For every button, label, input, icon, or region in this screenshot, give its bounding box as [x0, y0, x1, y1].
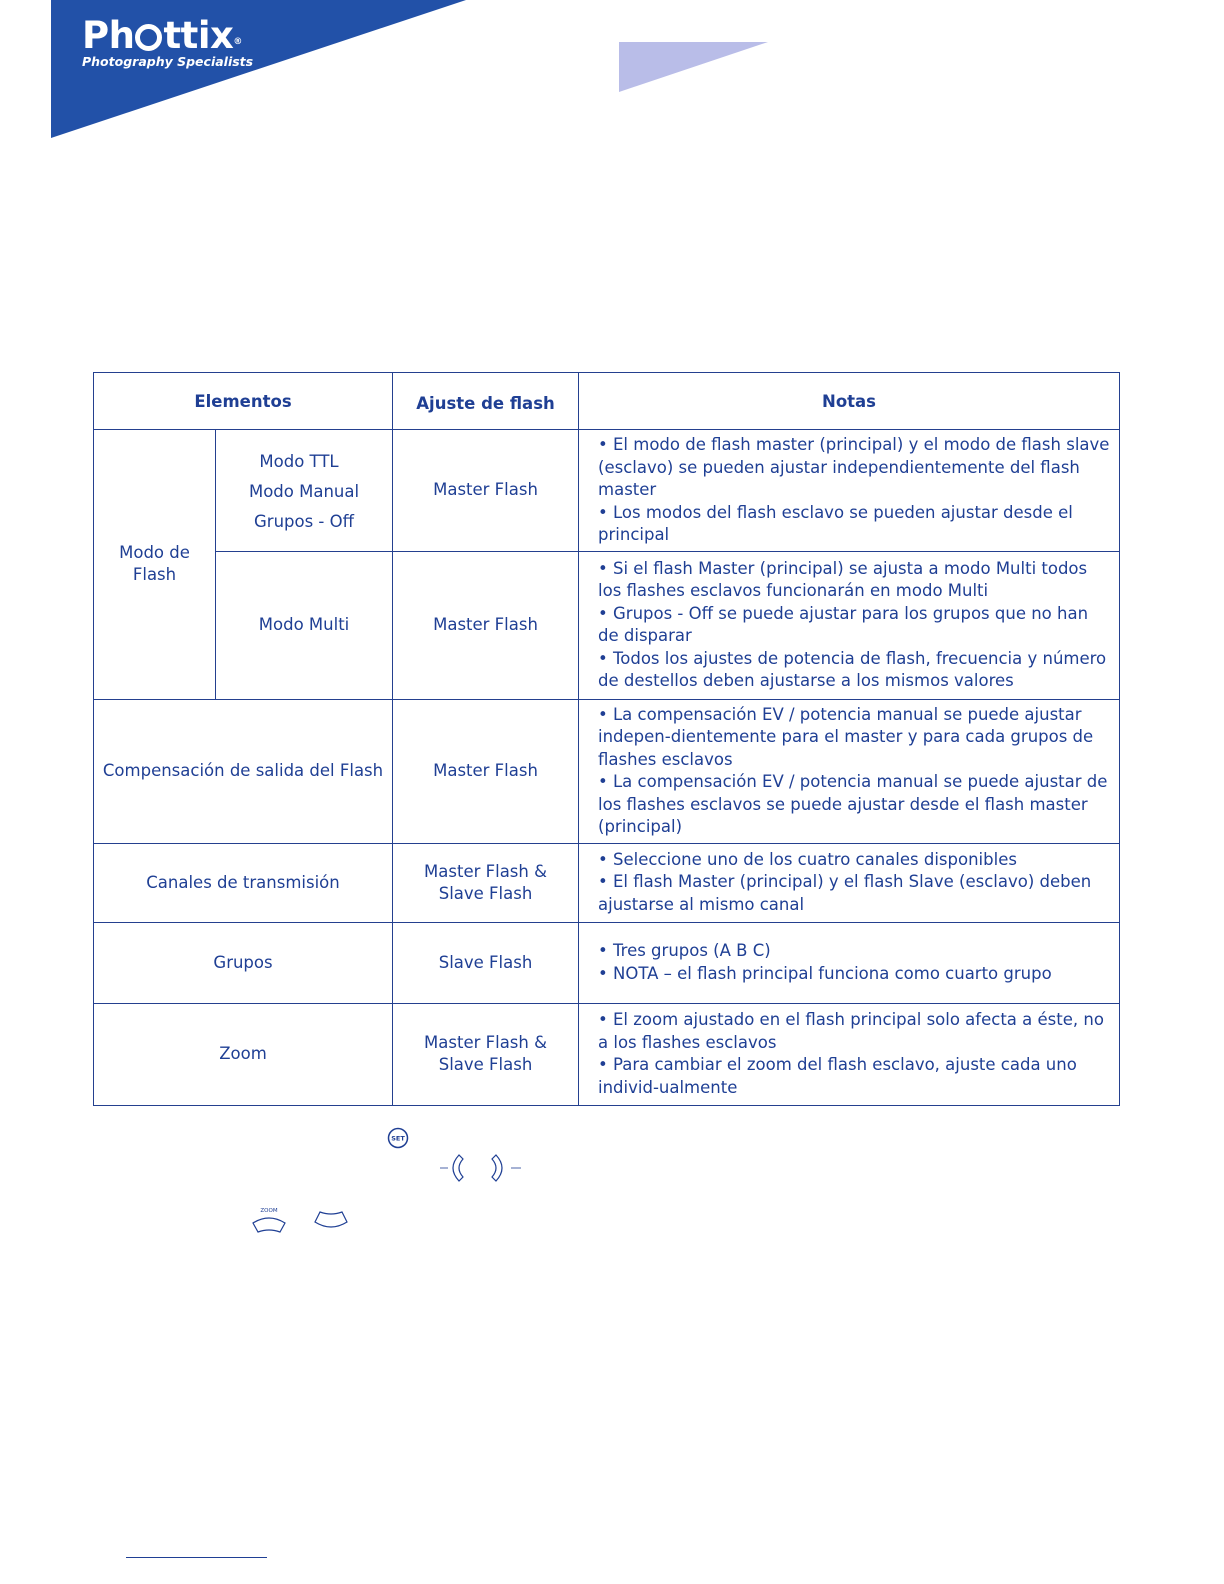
- note-line: • La compensación EV / potencia manual se puede ajustar indepen-dientemente para el master y para cada grupos de flashes esclavos: [598, 704, 1094, 769]
- note-line: • Tres grupos (A B C): [598, 941, 771, 960]
- note-line: • Todos los ajustes de potencia de flash, frecuencia y número de destellos deben ajustarse a los mismos valores: [598, 648, 1107, 690]
- set-button-icon: [387, 1127, 409, 1149]
- table-row: [94, 922, 1120, 1003]
- brand-name-suffix: ttix: [163, 14, 234, 57]
- notes-cell: [579, 699, 1120, 843]
- note-line: • Seleccione uno de los cuatro canales disponibles: [598, 849, 1017, 869]
- notes-cell: [579, 922, 1120, 1003]
- setting-cell: Slave Flash: [393, 922, 579, 1003]
- dial-left-icon: [437, 1152, 469, 1184]
- note-line: • Si el flash Master (principal) se ajusta a modo Multi todos los flashes esclavos funcionarán en modo Multi: [598, 558, 1088, 600]
- zoom-button-icon: [250, 1204, 290, 1236]
- note-line: • Para cambiar el zoom del flash esclavo, ajuste cada uno individ-ualmente: [598, 1055, 1077, 1097]
- note-line: • Grupos - Off se puede ajustar para los grupos que no han de disparar: [598, 603, 1089, 645]
- notes-cell: [579, 551, 1120, 699]
- note-line: • El modo de flash master (principal) y el modo de flash slave (esclavo) se pueden ajustar independientemente del flash master: [598, 435, 1110, 499]
- shutter-icon: [135, 24, 162, 51]
- brand-name-prefix: Ph: [82, 14, 135, 57]
- header-notas: Notas: [579, 373, 1120, 430]
- setting-cell: Master Flash: [393, 699, 579, 843]
- note-line: • El flash Master (principal) y el flash Slave (esclavo) deben ajustarse al mismo canal: [598, 872, 1092, 914]
- note-line: • NOTA – el flash principal funciona como cuarto grupo: [598, 963, 1052, 983]
- down-button-icon: [312, 1204, 352, 1236]
- flash-settings-table: [93, 372, 1120, 1106]
- table-row: [94, 699, 1120, 843]
- zoom-label: ZOOM: [260, 1208, 278, 1214]
- setting-cell: Master Flash: [393, 430, 579, 552]
- brand-name: [82, 14, 253, 58]
- note-line: • El zoom ajustado en el flash principal solo afecta a éste, no a los flashes esclavos: [598, 1010, 1104, 1052]
- notes-cell: [579, 1003, 1120, 1105]
- element-cell: Zoom: [94, 1003, 393, 1105]
- table-row: [94, 430, 1120, 552]
- brand-tagline: Photography Specialists: [82, 54, 254, 69]
- brand-logo: [82, 14, 253, 69]
- header-elementos: Elementos: [94, 373, 393, 430]
- mode-multi-cell: Modo Multi: [216, 551, 393, 699]
- table-row: [94, 1003, 1120, 1105]
- accent-triangle-shape: [619, 42, 768, 92]
- mode-ttl: Modo TTL: [259, 451, 339, 471]
- table-row: [94, 551, 1120, 699]
- setting-cell: Master Flash & Slave Flash: [393, 1003, 579, 1105]
- notes-cell: [579, 843, 1120, 922]
- registered-mark: ®: [233, 37, 242, 47]
- setting-cell: Master Flash: [393, 551, 579, 699]
- note-line: • La compensación EV / potencia manual se puede ajustar de los flashes esclavos se puede ajustar desde el flash master (principal): [598, 772, 1108, 836]
- element-cell: Grupos: [94, 922, 393, 1003]
- table-row: [94, 843, 1120, 922]
- element-cell: Canales de transmisión: [94, 843, 393, 922]
- mode-manual: Modo Manual: [248, 481, 360, 501]
- note-line: • Los modos del flash esclavo se pueden ajustar desde el principal: [598, 502, 1073, 544]
- setting-cell: Master Flash & Slave Flash: [393, 843, 579, 922]
- header-ajuste: Ajuste de flash: [393, 373, 579, 430]
- footer-divider: [126, 1557, 267, 1558]
- element-cell: Compensación de salida del Flash: [94, 699, 393, 843]
- modo-de-flash-cell: [94, 430, 216, 700]
- dial-right-icon: [490, 1152, 524, 1184]
- set-button-label: SET: [391, 1134, 405, 1143]
- modes-cell: [216, 430, 393, 552]
- notes-cell: [579, 430, 1120, 552]
- table-header-row: [94, 373, 1120, 430]
- mode-groups-off: Grupos - Off: [254, 511, 354, 531]
- modo-de-flash-label: Modo de Flash: [119, 543, 190, 585]
